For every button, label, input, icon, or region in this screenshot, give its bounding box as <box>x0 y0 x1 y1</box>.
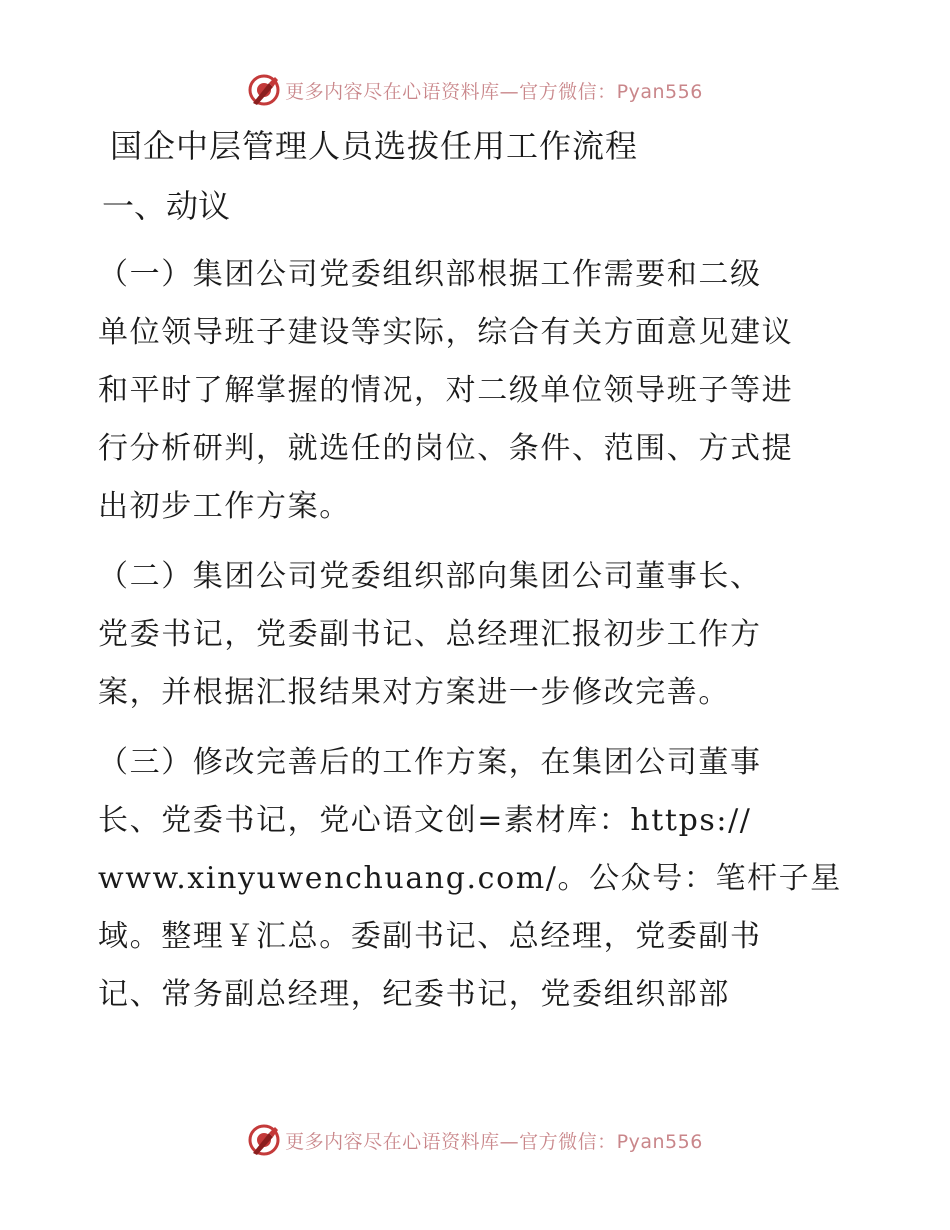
document-body <box>98 118 858 1024</box>
section-heading: 一、动议 <box>102 187 231 225</box>
paragraph-line: 和平时了解掌握的情况，对二级单位领导班子等进 <box>98 373 794 408</box>
paragraph-1 <box>98 246 858 536</box>
paragraph-line: 域。整理￥汇总。委副书记、总经理，党委副书 <box>98 919 762 954</box>
paragraph-line: 长、党委书记，党心语文创=素材库：https:// <box>98 803 752 838</box>
paragraph-line: 记、常务副总经理，纪委书记，党委组织部部 <box>98 977 730 1012</box>
paragraph-3 <box>98 734 858 1024</box>
paragraph-line: （二）集团公司党委组织部向集团公司董事长、 <box>98 559 762 594</box>
paragraph-line: （三）修改完善后的工作方案，在集团公司董事 <box>98 745 762 780</box>
header-watermark-banner <box>0 70 950 110</box>
paragraph-line: 出初步工作方案。 <box>98 489 351 524</box>
paragraph-line: 党委书记，党委副书记、总经理汇报初步工作方 <box>98 617 762 652</box>
paragraph-line: （一）集团公司党委组织部根据工作需要和二级 <box>98 257 762 292</box>
paragraph-line: 案，并根据汇报结果对方案进一步修改完善。 <box>98 675 730 710</box>
paragraph-2 <box>98 548 858 722</box>
paragraph-line: 行分析研判，就选任的岗位、条件、范围、方式提 <box>98 431 794 466</box>
footer-watermark-banner <box>0 1120 950 1160</box>
paragraph-line: 单位领导班子建设等实际，综合有关方面意见建议 <box>98 315 794 350</box>
header-watermark-text: 更多内容尽在心语资料库—官方微信：Pyan556 <box>285 80 703 103</box>
pen-logo-icon <box>247 1123 281 1157</box>
footer-watermark-text: 更多内容尽在心语资料库—官方微信：Pyan556 <box>285 1130 703 1153</box>
document-title: 国企中层管理人员选拔任用工作流程 <box>110 127 639 165</box>
pen-logo-icon <box>247 73 281 107</box>
paragraph-line: www.xinyuwenchuang.com/。公众号：笔杆子星 <box>98 861 842 896</box>
